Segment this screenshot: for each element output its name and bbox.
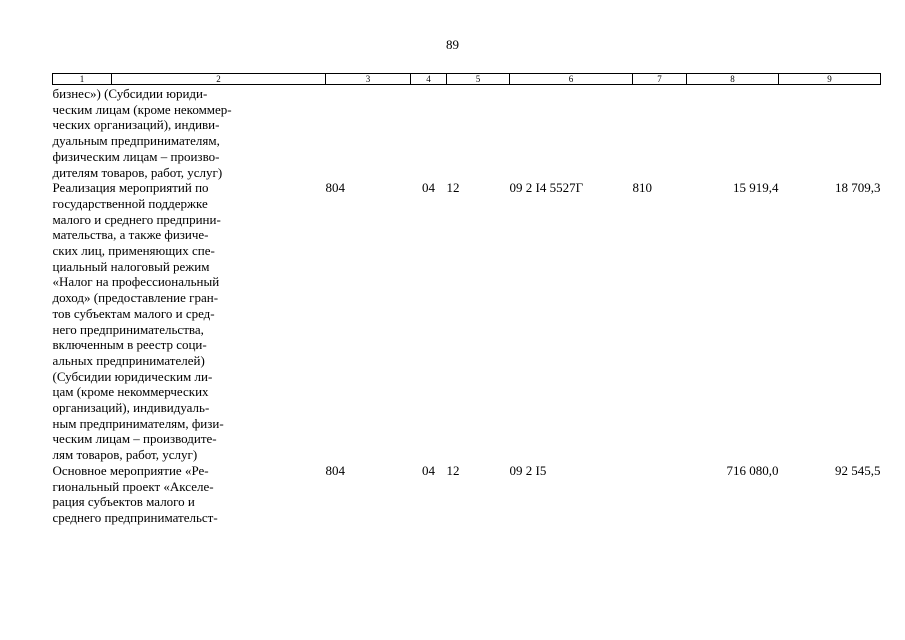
ministry-code-cell: 804 [325, 462, 345, 478]
row-name-cell [53, 180, 326, 463]
amount-2-cell: 92 545,5 [835, 462, 881, 478]
ministry-code-cell [326, 85, 411, 181]
column-header-5: 5 [447, 74, 510, 85]
budget-table [52, 73, 881, 526]
section-code-cell: 04 [422, 462, 435, 478]
subsection-code-cell: 12 [446, 462, 460, 478]
amount-2-cell: 18 709,3 [835, 180, 881, 196]
column-number-header-row [53, 74, 881, 85]
subsection-code-cell [447, 85, 510, 181]
ministry-code-cell: 804 [325, 180, 345, 196]
column-header-1: 1 [53, 74, 112, 85]
row-name-text: Реализация мероприятий по государственной поддержке малого и среднего предприни- мательства, а также физиче- ских лиц, применяющих спе- циальный налоговый режим «Налог на профессиональный доход» (предоставление гран- тов субъектам малого и сред- него предпринимательства, включенным в реестр соци- альных предпринимателей) (Субсидии юридическим ли- цам (кроме некоммерческих организаций), индивидуаль- ным предпринимателям, физи- ческим лицам – производите- лям товаров, работ, услуг) [52, 180, 224, 463]
column-header-4: 4 [411, 74, 447, 85]
column-header-3: 3 [326, 74, 411, 85]
row-name-text: Основное мероприятие «Ре- гиональный проект «Акселе- рация субъектов малого и среднего предпринимательст- [52, 462, 218, 525]
table-row [53, 463, 881, 526]
row-name-text: бизнес») (Субсидии юриди- ческим лицам (кроме некоммер- ческих организаций), индиви- дуальным предпринимателям, физическим лицам – произво- дителям товаров, работ, услуг) [52, 86, 232, 180]
amount-2-cell [779, 85, 881, 181]
target-article-cell: 09 2 I4 5527Г [509, 180, 584, 196]
table-row [53, 85, 881, 181]
page-number: 89 [446, 37, 459, 52]
target-article-cell [510, 85, 633, 181]
expense-type-cell [633, 85, 687, 181]
expense-type-cell: 810 [632, 180, 652, 196]
amount-1-cell: 15 919,4 [733, 180, 779, 196]
row-name-cell [53, 85, 326, 181]
amount-1-cell [687, 85, 779, 181]
section-code-cell: 04 [422, 180, 435, 196]
subsection-code-cell: 12 [446, 180, 460, 196]
column-header-7: 7 [633, 74, 687, 85]
table-row [53, 180, 881, 463]
column-header-6: 6 [510, 74, 633, 85]
section-code-cell [411, 85, 447, 181]
target-article-cell: 09 2 I5 [509, 462, 547, 478]
expense-type-cell [633, 463, 687, 526]
column-header-8: 8 [687, 74, 779, 85]
column-header-2: 2 [112, 74, 326, 85]
row-name-cell [53, 463, 326, 526]
column-header-9: 9 [779, 74, 881, 85]
amount-1-cell: 716 080,0 [726, 462, 779, 478]
